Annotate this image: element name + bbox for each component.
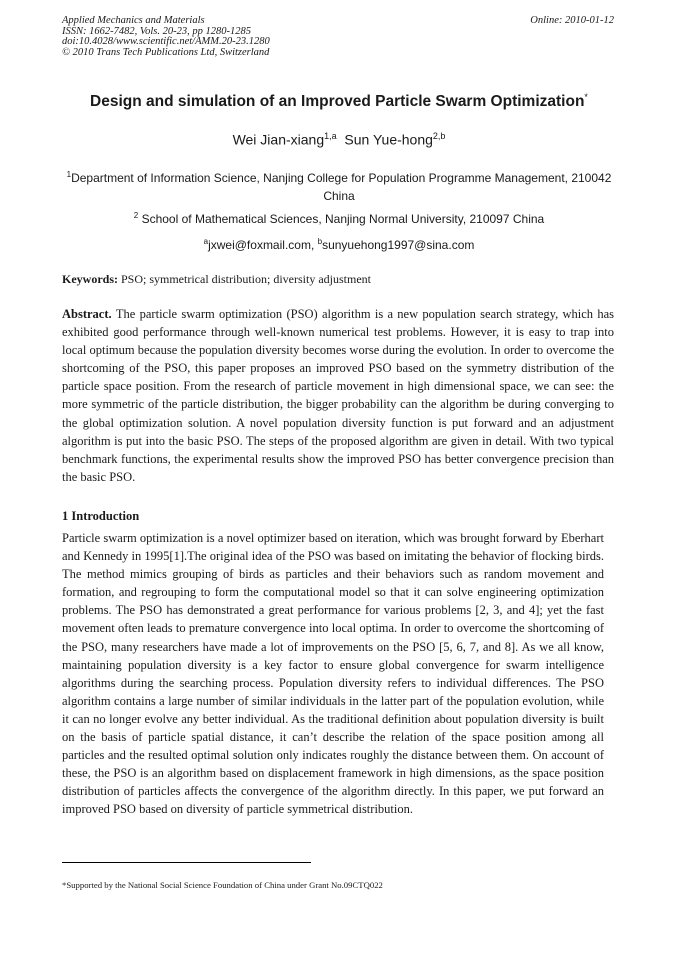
affiliation-1-mark: 1 — [66, 170, 72, 179]
paper-title-text: Design and simulation of an Improved Particle Swarm Optimization — [90, 93, 585, 111]
journal-name: Applied Mechanics and Materials — [62, 15, 205, 26]
affiliation-1 — [62, 166, 616, 205]
keywords — [62, 272, 371, 287]
author-2-name: Sun Yue-hong — [344, 131, 433, 148]
author-1-affil: 1,a — [324, 131, 337, 141]
affiliation-1-text: Department of Information Science, Nanjing College for Population Programme Management, 210042 China — [71, 171, 612, 203]
abstract-text: The particle swarm optimization (PSO) algorithm is a new population search strategy, which has exhibited good performance through well-known numerical test problems. However, it is easy to trap into local optimum because the population diversity becomes worse during the evolution. In order to overcome the shortcoming of the PSO, this paper proposes an improved PSO based on the symmetry distribution of the particle space position. From the research of particle movement in high dimensional space, we can see: the more symmetric of the particle distribution, the bigger probability can the algorithm be during converging to the global optimization solution. A novel population diversity function is put forward and an adjustment algorithm is put into the basic PSO. The steps of the proposed algorithm are given in detail. With two typical benchmark functions, the experimental results show the improved PSO has better convergence precision than the basic PSO. — [62, 307, 615, 484]
footnote: *Supported by the National Social Science Foundation of China under Grant No.09CTQ022 — [62, 880, 383, 890]
section-heading-introduction: 1 Introduction — [62, 509, 140, 523]
affiliation-2-mark: 2 — [133, 211, 139, 220]
copyright-line: © 2010 Trans Tech Publications Ltd, Switzerland — [62, 46, 270, 58]
keywords-text: PSO; symmetrical distribution; diversity adjustment — [121, 272, 371, 286]
affiliation-2 — [62, 207, 616, 228]
author-2-affil: 2,b — [432, 131, 446, 141]
author-line — [0, 131, 678, 148]
title-footnote-mark: * — [584, 92, 588, 102]
introduction-body: Particle swarm optimization is a novel optimizer based on iteration, which was brought forward by Eberhart and Kennedy in 1995[1].The original idea of the PSO was based on imitating the behavior of flocking birds. The method mimics grouping of birds as particles and their behaviors such as random movement and formation, and regrouping to form the computational model so that it can solve engineering optimization problems. The PSO has demonstrated a great performance for various problems [2, 3, and 4]; yet the fast movement often leads to premature convergence into local optima. In order to overcome the shortcoming of the PSO, many researchers have made a lot of improvements on the PSO [5, 6, 7, and 8]. As we all know, maintaining population diversity is a key factor to ensure global convergence for swarm intelligence algorithms during the searching process. Population diversity refers to individual differences. The PSO algorithm contains a large number of similar individuals in the latter part of the population evolution, while it can no longer evolve any better individual. As the traditional definition about population diversity is built on the basis of particle spatial distance, it can’t describe the relation of the space position among all particles and the resulted optimal solution only indicates roughly the distance between them. On account of these, the PSO is an algorithm based on displacement framework in high dimensions, as the space position distribution of particles affects the convergence of the algorithm directly. In this paper, we put forward an improved PSO based on diversity of particle symmetrical distribution. — [62, 531, 604, 817]
doi-line[interactable]: doi:10.4028/www.scientific.net/AMM.20-23.1280 — [62, 36, 270, 48]
email-b[interactable]: sunyuehong1997@sina.com — [322, 238, 475, 252]
abstract — [62, 305, 614, 486]
affiliation-2-text: School of Mathematical Sciences, Nanjing Normal University, 210097 China — [141, 212, 545, 226]
journal-header — [62, 16, 270, 58]
email-a[interactable]: jxwei@foxmail.com, — [208, 238, 315, 252]
paper-title — [0, 92, 678, 111]
email-b-mark: b — [317, 237, 323, 246]
footnote-divider — [62, 862, 311, 863]
abstract-label: Abstract. — [62, 307, 112, 321]
online-date: Online: 2010-01-12 — [530, 15, 614, 26]
issn-line: ISSN: 1662-7482, Vols. 20-23, pp 1280-1285 — [62, 25, 251, 37]
email-line — [62, 233, 616, 254]
keywords-label: Keywords: — [62, 272, 118, 286]
author-1-name: Wei Jian-xiang — [232, 131, 325, 148]
email-a-mark: a — [203, 237, 209, 246]
